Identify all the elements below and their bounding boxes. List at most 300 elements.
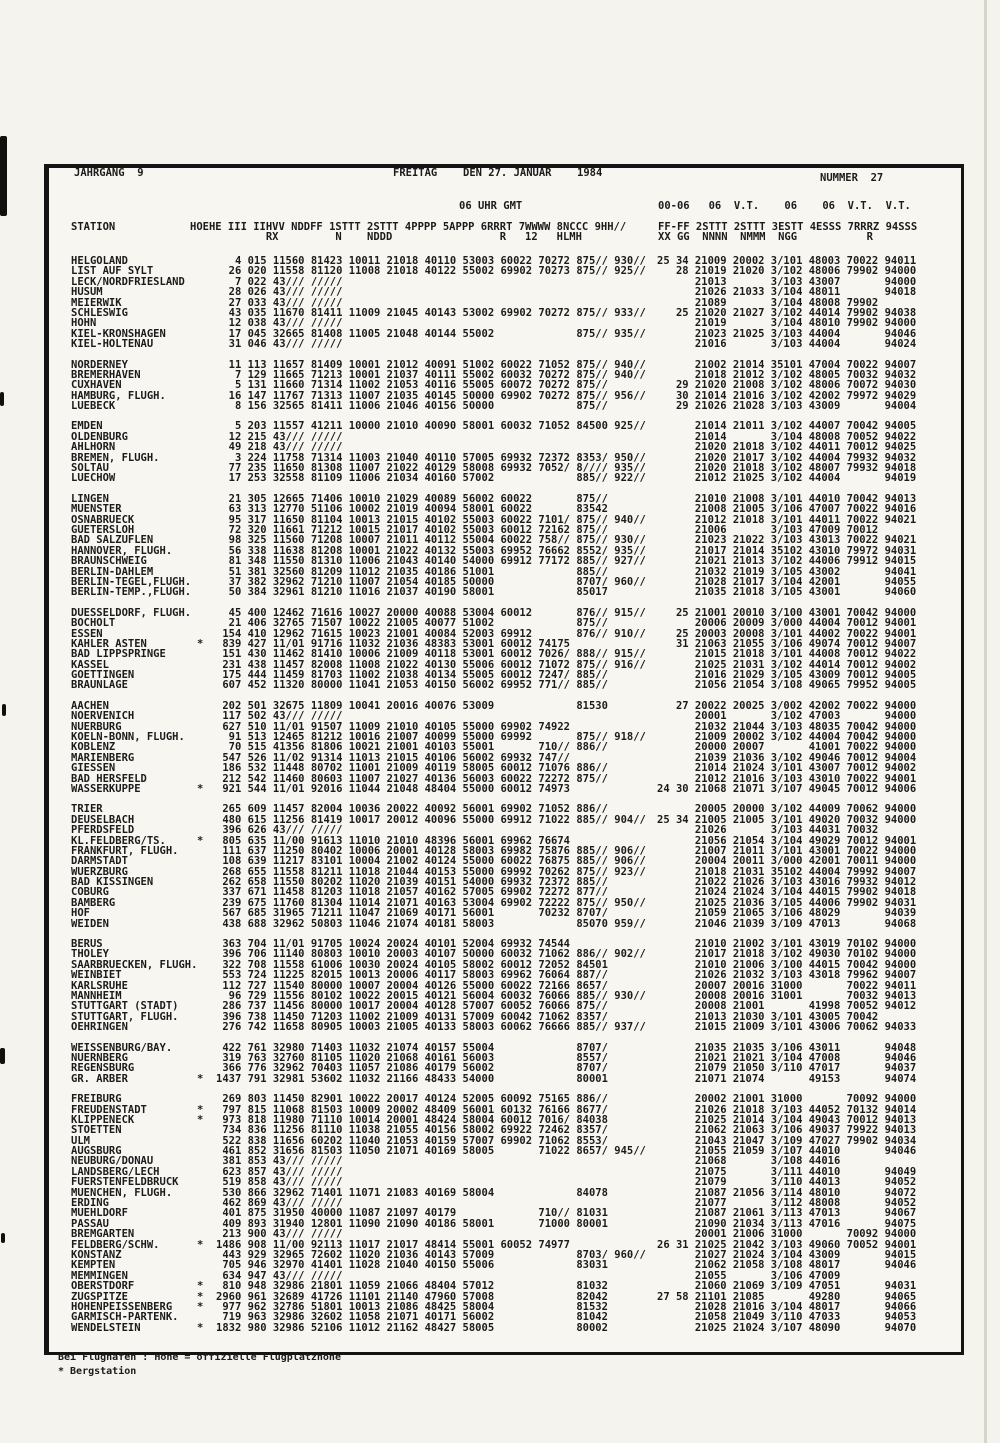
climate-data: 21015 21018 3/101 44008 70012 94022 [657,648,917,661]
station-name: FUERSTENFELDBRUCK [71,1176,179,1189]
climate-data: 21015 21009 3/101 43006 70062 94033 [657,1021,917,1034]
table-row [71,680,916,690]
station-name: WUERZBURG [71,865,128,878]
station-name: SCHLESWIG [71,306,128,319]
station-name: LUEBECK [71,400,116,413]
climate-data: 27 58 21101 21085 49280 94065 [657,1290,917,1303]
station-name: BAD KISSINGEN [71,876,154,889]
obs-data: 28 026 43/// ///// [216,286,343,299]
climate-data: 21087 21061 3/113 47013 94067 [657,1207,917,1220]
obs-data: 276 742 11658 80905 10003 21005 40133 58003 60062 76666 885// 937// [216,1021,646,1034]
table-row [71,618,916,628]
page-edge-shadow [984,0,987,1443]
station-name: OLDENBURG [71,430,128,443]
obs-data: 719 963 32986 32602 11058 21071 40171 56002 81042 [216,1311,608,1324]
obs-data: 8 156 32565 81411 11006 21046 40156 50000 875// [216,400,608,413]
station-name: KIEL-HOLTENAU [71,338,154,351]
obs-data: 530 866 32962 71401 11071 21083 40169 58004 84078 [216,1186,608,1199]
station-name: GR. ARBER [71,1072,128,1085]
climate-data: 21019 3/104 48010 79902 94000 [657,317,917,330]
climate-data: 21007 21011 3/101 43001 70022 94000 [657,844,917,857]
left-header-subcodes: RX N NDDD R 12 HLMH [190,231,582,243]
obs-data: 480 615 11256 81419 10017 20012 40096 55000 69912 71022 885// 904// [216,813,646,826]
obs-data: 43 035 11670 81411 11009 21045 40143 53002 69902 70272 875// 933// [216,306,646,319]
station-name: BOCHOLT [71,617,116,630]
obs-data: 627 510 11/01 91507 11009 21010 40105 55000 69902 74922 [216,720,571,733]
obs-data: 607 452 11320 80000 11041 21053 40150 56002 69952 771// 885// [216,679,608,692]
obs-data: 151 430 11462 81410 10006 21009 40118 53001 60012 7026/ 888// 915// [216,648,646,661]
climate-data: 21028 21016 3/104 48017 94066 [657,1300,917,1313]
station-name: OEHRINGEN [71,1021,128,1034]
obs-data: 262 658 11550 80202 11020 21039 40151 54000 69932 72372 885// [216,876,608,889]
climate-data: 21068 3/108 44016 [657,1155,841,1168]
climate-data: 21026 21032 3/103 43018 79962 94007 [657,969,917,982]
climate-data: 21020 21017 3/102 44004 79932 94032 [657,451,917,464]
climate-data: 21079 21050 3/110 47017 94037 [657,1062,917,1075]
obs-data: 268 655 11558 81211 11018 21044 40153 55000 69992 70262 875// 923// [216,865,646,878]
station-name: WEIDEN [71,917,109,930]
obs-data: 3 224 11758 71314 11003 21040 40110 57005 69932 72372 8353/ 950// [216,451,646,464]
climate-data: 21021 21013 3/102 44006 79912 94015 [657,555,917,568]
station-section [71,494,916,598]
station-name: STOETTEN [71,1124,122,1137]
bergstation-marker: * [197,834,204,847]
climate-data: 25 21001 20010 3/100 43001 70042 94000 [657,606,917,619]
station-name: KOELN-BONN, FLUGH. [71,731,185,744]
station-name: OSNABRUECK [71,513,135,526]
obs-data: 91 513 12465 81212 10016 21007 40099 55000 69992 875// 918// [216,731,646,744]
station-name: PFERDSFELD [71,824,135,837]
obs-data: 21 305 12665 71406 10010 21029 40089 56002 60022 875// [216,492,608,505]
station-name: NOERVENICH [71,710,135,723]
station-name: WEISSENBURG/BAY. [71,1041,173,1054]
station-name: TRIER [71,803,103,816]
station-name: KARLSRUHE [71,979,128,992]
station-name: KASSEL [71,658,109,671]
station-name: BAD SALZUFLEN [71,534,154,547]
obs-data: 16 147 11767 71313 11007 21035 40145 50000 69902 70272 875// 956// [216,389,646,402]
table-row [71,473,916,483]
obs-data: 396 626 43/// ///// [216,824,343,837]
station-name: BAD HERSFELD [71,772,147,785]
station-name: NUERBURG [71,720,122,733]
bergstation-marker: * [197,1290,204,1303]
climate-data: 25 34 21005 21005 3/101 49020 70032 94000 [657,813,917,826]
table-row [71,287,916,297]
station-name: MUENCHEN, FLUGH. [71,1186,173,1199]
bergstation-marker: * [197,1238,204,1251]
obs-data: 265 609 11457 82004 10036 20022 40092 56001 69902 71052 886// [216,803,608,816]
station-name: DEUSELBACH [71,813,135,826]
climate-data: 20006 20009 3/000 44004 70012 94001 [657,617,917,630]
obs-data: 322 708 11558 61006 10030 20024 40105 58002 60012 72052 84501 [216,958,608,971]
table-row [71,1022,916,1032]
station-section [71,421,916,483]
station-name: LECK/NORDFRIESLAND [71,275,185,288]
station-name: BERLIN-DAHLEM [71,565,154,578]
station-name: HUSUM [71,286,103,299]
station-name: KAHLER ASTEN [71,637,147,650]
bergstation-marker: * [197,637,204,650]
station-name: STUTTGART (STADT) [71,1000,179,1013]
station-name: KL.FELDBERG/TS. [71,834,166,847]
station-name: SAARBRUECKEN, FLUGH. [71,958,198,971]
station-section [71,1043,916,1085]
station-name: AUGSBURG [71,1145,122,1158]
station-name: HOF [71,907,90,920]
station-name: HOHN [71,317,97,330]
climate-data: 21012 21025 3/102 44004 94019 [657,472,917,485]
obs-data: 21 406 32765 71507 10022 21005 40077 51002 875// [216,617,608,630]
climate-data: 21032 21044 3/103 48035 70042 94000 [657,720,917,733]
climate-data: 21018 21012 3/102 48005 70032 94032 [657,368,917,381]
obs-data: 5 203 11557 41211 10000 21010 40090 58001 60032 71052 84500 925// [216,420,646,433]
obs-data: 51 381 32560 81209 11012 21035 40186 51001 885// [216,565,608,578]
station-name: AACHEN [71,699,109,712]
station-name: FREIBURG [71,1093,122,1106]
obs-data: 567 685 31965 71211 11047 21069 40171 56001 70232 8707/ [216,907,608,920]
obs-data: 63 313 12770 51106 10002 21019 40094 58001 60022 83542 [216,503,608,516]
station-name: MUEHLDORF [71,1207,128,1220]
station-name: COBURG [71,886,109,899]
station-name: BREMERHAVEN [71,368,141,381]
obs-data: 363 704 11/01 91705 10024 20024 40101 52004 69932 74544 [216,938,571,951]
station-name: NORDERNEY [71,358,128,371]
climate-data: 21075 3/111 44010 94049 [657,1165,917,1178]
climate-data: 20002 21001 31000 70092 94000 [657,1093,917,1106]
climate-data: 21035 21035 3/106 43011 94048 [657,1041,917,1054]
climate-data: 20000 20007 41001 70022 94000 [657,741,917,754]
station-name: BERLIN-TEMP.,FLUGH. [71,586,192,599]
station-name: ESSEN [71,627,103,640]
obs-data: 921 544 11/01 92016 11044 21048 48404 55000 60012 74973 [216,782,571,795]
airport-height-note: Bei Flughäfen : Höhe = offizielle Flugplatzhöhe [58,1352,341,1363]
climate-data: 21055 21059 3/107 44010 94046 [657,1145,917,1158]
climate-data: 20001 3/102 47003 94000 [657,710,917,723]
station-section [71,256,916,350]
obs-data: 17 045 32665 81408 11005 21048 40144 55002 875// 935// [216,327,646,340]
station-name: GOETTINGEN [71,669,135,682]
climate-data: 20008 20016 31001 70032 94013 [657,990,917,1002]
station-name: KEMPTEN [71,1259,116,1272]
climate-data: 21026 3/103 44031 70032 [657,824,879,837]
climate-data: 21008 21005 3/106 47007 70022 94016 [657,503,917,516]
climate-data: 21025 21014 3/104 49043 70012 94013 [657,1113,917,1126]
obs-data: 95 317 11650 81104 10013 21015 40102 55003 60022 7101/ 875// 940// [216,513,646,526]
table-row [71,825,916,835]
station-name: ERDING [71,1197,109,1210]
obs-data: 154 410 12962 71615 10023 21001 40084 52003 69912 876// 910// [216,627,646,640]
climate-data: 21017 21018 3/102 49030 70102 94000 [657,948,917,961]
climate-data: 25 34 21009 20002 3/101 48003 70022 94011 [657,255,917,267]
data-rows [71,256,916,1343]
climate-data: 25 20003 20008 3/101 44002 70022 94001 [657,627,917,640]
climate-data: 21014 21011 3/102 44007 70042 94005 [657,420,917,433]
right-header-subcodes: XX GG NNNN NMMM NGG R [658,231,873,243]
climate-data: 21039 21036 3/102 49046 70012 94004 [657,751,917,764]
station-name: MUENSTER [71,503,122,516]
obs-data: 81 348 11550 81310 11006 21043 40140 54000 69912 77172 885// 927// [216,555,646,568]
station-name: EMDEN [71,420,103,433]
station-section [71,360,916,412]
station-name: BRAUNLAGE [71,679,128,692]
climate-data: 21026 21018 3/103 44052 70132 94014 [657,1103,917,1116]
obs-data: 17 253 32558 81109 11006 21034 40160 57002 885// 922// [216,472,646,485]
obs-data: 366 776 32962 70403 11057 21086 40179 56002 8707/ [216,1062,608,1075]
climate-data: 21025 21031 3/102 44014 70012 94002 [657,658,917,671]
climate-data: 21025 21024 3/107 48090 94070 [657,1321,917,1334]
obs-data: 108 639 11217 83101 10004 21002 40124 55000 60022 76875 885// 906// [216,855,646,868]
bergstation-marker: * [197,782,204,795]
obs-data: 705 946 32970 41401 11028 21040 40150 55006 83031 [216,1259,608,1272]
climate-data: 21059 21065 3/106 48029 94039 [657,907,917,920]
scan-artifact [0,392,4,406]
climate-data: 21022 21026 3/103 43016 79932 94012 [657,876,917,889]
masthead-weekday: FREITAG [393,167,438,179]
obs-data: 396 738 11450 71203 11002 21009 40131 57009 60042 71062 8357/ [216,1010,608,1023]
obs-data: 31 046 43/// ///// [216,338,343,351]
obs-data: 175 444 11459 81703 11002 21038 40134 55005 60012 7247/ 885// [216,669,608,682]
right-header-groups: 00-06 06 V.T. 06 06 V.T. V.T. [658,200,911,212]
station-name: BREMGARTEN [71,1228,135,1241]
station-name: FELDBERG/SCHW. [71,1238,160,1251]
climate-data: 30 21014 21016 3/102 42002 79972 94029 [657,389,917,402]
station-name: BRAUNSCHWEIG [71,555,147,568]
obs-data: 462 869 43/// ///// [216,1197,343,1210]
station-name: WEINBIET [71,969,122,982]
obs-data: 443 929 32965 72602 11020 21036 40143 57009 8703/ 960// [216,1248,646,1261]
climate-data: 20004 20011 3/000 42001 70011 94000 [657,855,917,868]
climate-data: 20008 21001 41998 70052 94012 [657,1000,917,1013]
obs-data: 839 427 11/01 91716 11032 21036 48383 53001 60012 74175 [216,637,571,650]
bergstation-marker: * [197,1300,204,1313]
table-row [71,339,916,349]
climate-data: 21090 21034 3/113 47016 94075 [657,1217,917,1230]
climate-data: 21021 21021 3/104 47008 94046 [657,1051,917,1064]
obs-data: 239 675 11760 81304 11014 21071 40163 53004 69902 72222 875// 950// [216,896,646,909]
climate-data: 20001 21006 31000 70092 94000 [657,1228,917,1241]
climate-data: 21012 21016 3/103 43010 70022 94001 [657,772,917,785]
station-name: ULM [71,1134,90,1147]
climate-data: 20005 20000 3/102 44009 70062 94000 [657,803,917,816]
station-name: BERUS [71,938,103,951]
obs-data: 96 729 11556 80102 10022 20015 40121 56004 60032 76066 885// 930// [216,990,646,1002]
station-name: BAMBERG [71,896,116,909]
scan-artifact [1,1233,5,1243]
obs-data: 461 852 31656 81503 11050 21071 40169 58005 71022 8657/ 945// [216,1145,646,1158]
climate-data: 21060 21069 3/109 47051 94031 [657,1280,917,1293]
station-name: BERLIN-TEGEL,FLUGH. [71,575,192,588]
climate-data: 21016 3/103 44004 94024 [657,338,917,351]
obs-data: 186 532 11448 80702 11001 21009 40119 58005 60012 71076 886// [216,762,608,775]
climate-data: 21027 21024 3/104 43009 94015 [657,1248,917,1261]
climate-data: 21009 20002 3/102 44004 70042 94000 [657,731,917,744]
obs-data: 797 815 11068 81503 10009 20002 48409 56001 60132 76166 8677/ [216,1103,608,1116]
bergstation-marker: * [197,1321,204,1334]
station-name: STUTTGART, FLUGH. [71,1010,179,1023]
masthead-year: 1984 [577,167,603,179]
right-header-codes: FF-FF 2STTT 2STTT 3ESTT 4ESSS 7RRRZ 94SSS [658,221,918,233]
station-name: DARMSTADT [71,855,128,868]
climate-data: 21018 21031 35102 44004 79992 94007 [657,865,917,878]
climate-data: 21023 21022 3/103 43013 70022 94021 [657,534,917,547]
obs-data: 269 803 11450 82901 10022 20017 40124 52005 60092 75165 886// [216,1093,608,1106]
table-row [71,1094,916,1104]
climate-data: 21023 21025 3/103 44004 94046 [657,327,917,340]
station-name: HANNOVER, FLUGH. [71,544,173,557]
climate-data: 21025 21036 3/105 44006 79902 94031 [657,896,917,909]
climate-data: 21002 21014 35101 47004 70022 94007 [657,358,917,371]
obs-data: 553 724 11225 82015 10013 20006 40117 58003 69962 76064 887// [216,969,608,982]
table-row [71,784,916,794]
climate-data: 31 21063 21055 3/106 49074 70012 94007 [657,637,917,650]
climate-data: 21055 3/106 47009 [657,1269,841,1282]
obs-data: 26 020 11558 81120 11008 21018 40122 55002 69902 70273 875// 925// [216,265,646,278]
station-name: LUECHOW [71,472,116,485]
climate-data: 21046 21039 3/109 47013 94068 [657,917,917,930]
climate-data: 24 30 21068 21071 3/107 49045 70012 94006 [657,782,917,795]
station-name: MEMMINGEN [71,1269,128,1282]
station-name: CUXHAVEN [71,379,122,392]
obs-data: 50 384 32961 81210 11016 21037 40190 58001 85017 [216,586,608,599]
bergstation-marker: * [197,1280,204,1293]
climate-data: 21017 21014 35102 43010 79972 94031 [657,544,917,557]
obs-data: 4 015 11560 81423 10011 21018 40110 53003 60022 70272 875// 930// [216,255,646,267]
climate-data: 25 21020 21027 3/102 44014 79902 94038 [657,306,917,319]
obs-data: 1486 908 11/00 92113 11017 21017 48414 55001 60052 74977 [216,1238,571,1251]
obs-data: 634 947 43/// ///// [216,1269,343,1282]
climate-data: 21013 21030 3/101 43005 70042 [657,1010,879,1023]
climate-data: 21035 21018 3/105 43001 94060 [657,586,917,599]
obs-data: 973 818 11980 71110 10014 20001 48424 58004 60012 7016/ 84038 [216,1113,608,1126]
station-column-label: STATION [71,221,116,233]
station-name: HELGOLAND [71,255,128,267]
obs-data: 98 325 11560 71208 10007 21011 40112 55004 60022 758// 875// 930// [216,534,646,547]
obs-data: 286 737 11456 80000 10017 20004 40128 57007 60052 76066 875// [216,1000,608,1013]
climate-data: 21056 21054 3/104 49029 70012 94001 [657,834,917,847]
station-section [71,939,916,1033]
climate-data: 21020 21018 3/102 48007 79932 94018 [657,462,917,475]
table-row [71,401,916,411]
climate-data: 21089 3/104 48008 79902 [657,296,879,309]
station-name: WASSERKUPPE [71,782,141,795]
obs-data: 56 338 11638 81208 10001 21022 40132 55003 69952 76662 8552/ 935// [216,544,646,557]
station-name: HOHENPEISSENBERG [71,1300,173,1313]
obs-data: 5 131 11660 71314 11002 21053 40116 55005 60072 70272 875// [216,379,608,392]
obs-data: 977 962 32786 51801 10013 21086 48425 58004 81532 [216,1300,608,1313]
station-name: NUERNBERG [71,1051,128,1064]
station-name: LINGEN [71,492,109,505]
table-row [71,587,916,597]
table-row [71,1323,916,1333]
climate-data: 21058 21049 3/110 47033 94053 [657,1311,917,1324]
obs-data: 202 501 32675 11809 10041 20016 40076 53009 81530 [216,699,608,712]
climate-data: 21020 21018 3/102 44011 70012 94025 [657,441,917,454]
station-name: GIESSEN [71,762,116,775]
climate-data: 21056 21054 3/108 49065 79952 94005 [657,679,917,692]
obs-data: 805 635 11/00 91613 11010 21010 48396 56001 69962 76674 [216,834,571,847]
climate-data: 21010 21006 3/100 44015 70042 94000 [657,958,917,971]
scan-artifact [0,136,7,216]
climate-data: 21014 21024 3/101 43007 70012 94002 [657,762,917,775]
station-name: KLIPPENECK [71,1113,135,1126]
obs-data: 77 235 11650 81308 11007 21022 40129 58008 69932 7052/ 8//// 935// [216,462,646,475]
station-name: FRANKFURT, FLUGH. [71,844,179,857]
station-name: SOLTAU [71,462,109,475]
climate-data: 21028 21017 3/104 42001 94055 [657,575,917,588]
climate-data: 21014 3/104 48008 70052 94022 [657,430,917,443]
climate-data: 29 21020 21008 3/102 48006 70072 94030 [657,379,917,392]
bergstation-marker: * [197,1072,204,1085]
station-name: MANNHEIM [71,990,122,1002]
station-section [71,608,916,691]
station-name: WENDELSTEIN [71,1321,141,1334]
station-name: OBERSTDORF [71,1280,135,1293]
obs-time-label: 06 UHR GMT [459,200,523,212]
climate-data: 21079 3/110 44013 94052 [657,1176,917,1189]
climate-data: 21010 21002 3/101 43019 70102 94000 [657,938,917,951]
station-section [71,804,916,929]
station-name: LIST AUF SYLT [71,265,154,278]
climate-data: 21043 21047 3/109 47027 79902 94034 [657,1134,917,1147]
station-name: THOLEY [71,948,109,961]
station-name: FREUDENSTADT [71,1103,147,1116]
masthead-date: DEN 27. JANUAR [463,167,552,179]
obs-data: 522 838 11656 60202 11040 21053 40159 57007 69902 71062 8553/ [216,1134,608,1147]
table-row [71,556,916,566]
climate-data: 21010 21008 3/101 44010 70042 94013 [657,492,917,505]
obs-data: 12 038 43/// ///// [216,317,343,330]
obs-data: 422 761 32980 71403 11032 21074 40157 55004 8707/ [216,1041,608,1054]
obs-data: 409 893 31940 12801 11090 21090 40186 58001 71000 80001 [216,1217,608,1230]
station-name: GARMISCH-PARTENK. [71,1311,179,1324]
climate-data: 21071 21074 49153 94074 [657,1072,917,1085]
left-header-codes: HOEHE III IIHVV NDDFF 1STTT 2STTT 4PPPP 5APPP 6RRRT 7WWWW 8NCCC 9HH// [190,221,627,233]
station-name: NEUBURG/DONAU [71,1155,154,1168]
station-section [71,701,916,795]
obs-data: 810 948 32986 21801 11059 21066 48404 57012 81032 [216,1280,608,1293]
obs-data: 547 526 11/02 91314 11013 21015 40106 56002 69932 747// [216,751,571,764]
climate-data: 21006 3/103 47009 70012 [657,523,879,536]
climate-data: 20007 20016 31000 70022 94011 [657,979,917,992]
obs-data: 70 515 41356 81806 10021 21001 40103 55001 710// 886// [216,741,608,754]
climate-data: 21062 21063 3/106 49037 79922 94013 [657,1124,917,1137]
obs-data: 49 218 43/// ///// [216,441,343,454]
station-name: KIEL-KRONSHAGEN [71,327,166,340]
station-name: ZUGSPITZE [71,1290,128,1303]
obs-data: 519 858 43/// ///// [216,1176,343,1189]
table-row [71,1074,916,1084]
station-name: DUESSELDORF, FLUGH. [71,606,192,619]
bergstation-note: * Bergstation [58,1366,137,1377]
obs-data: 1437 791 32981 53602 11032 21166 48433 54000 80001 [216,1072,608,1085]
climate-data: 21077 3/112 48008 94052 [657,1197,917,1210]
scan-artifact [0,1048,5,1064]
obs-data: 12 215 43/// ///// [216,430,343,443]
station-name: AHLHORN [71,441,116,454]
obs-data: 7 129 11665 71213 10001 21037 40111 55002 60032 70272 875// 940// [216,368,646,381]
obs-data: 111 637 11250 80402 10006 20001 40128 58003 69982 75876 885// 906// [216,844,646,857]
obs-data: 117 502 43/// ///// [216,710,343,723]
obs-data: 438 688 32962 50803 11046 21074 40181 58003 85070 959// [216,917,646,930]
obs-data: 213 900 43/// ///// [216,1228,343,1241]
climate-data: 21026 21033 3/104 48011 94018 [657,286,917,299]
obs-data: 1832 980 32986 52106 11012 21162 48427 58005 80002 [216,1321,608,1334]
climate-data: 21024 21024 3/104 44015 79902 94018 [657,886,917,899]
obs-data: 401 875 31950 40000 11087 21097 40179 710// 81031 [216,1207,608,1220]
climate-data: 21013 3/103 43007 94000 [657,275,917,288]
obs-data: 11 113 11657 81409 10001 21012 40091 51002 60022 71052 875// 940// [216,358,646,371]
